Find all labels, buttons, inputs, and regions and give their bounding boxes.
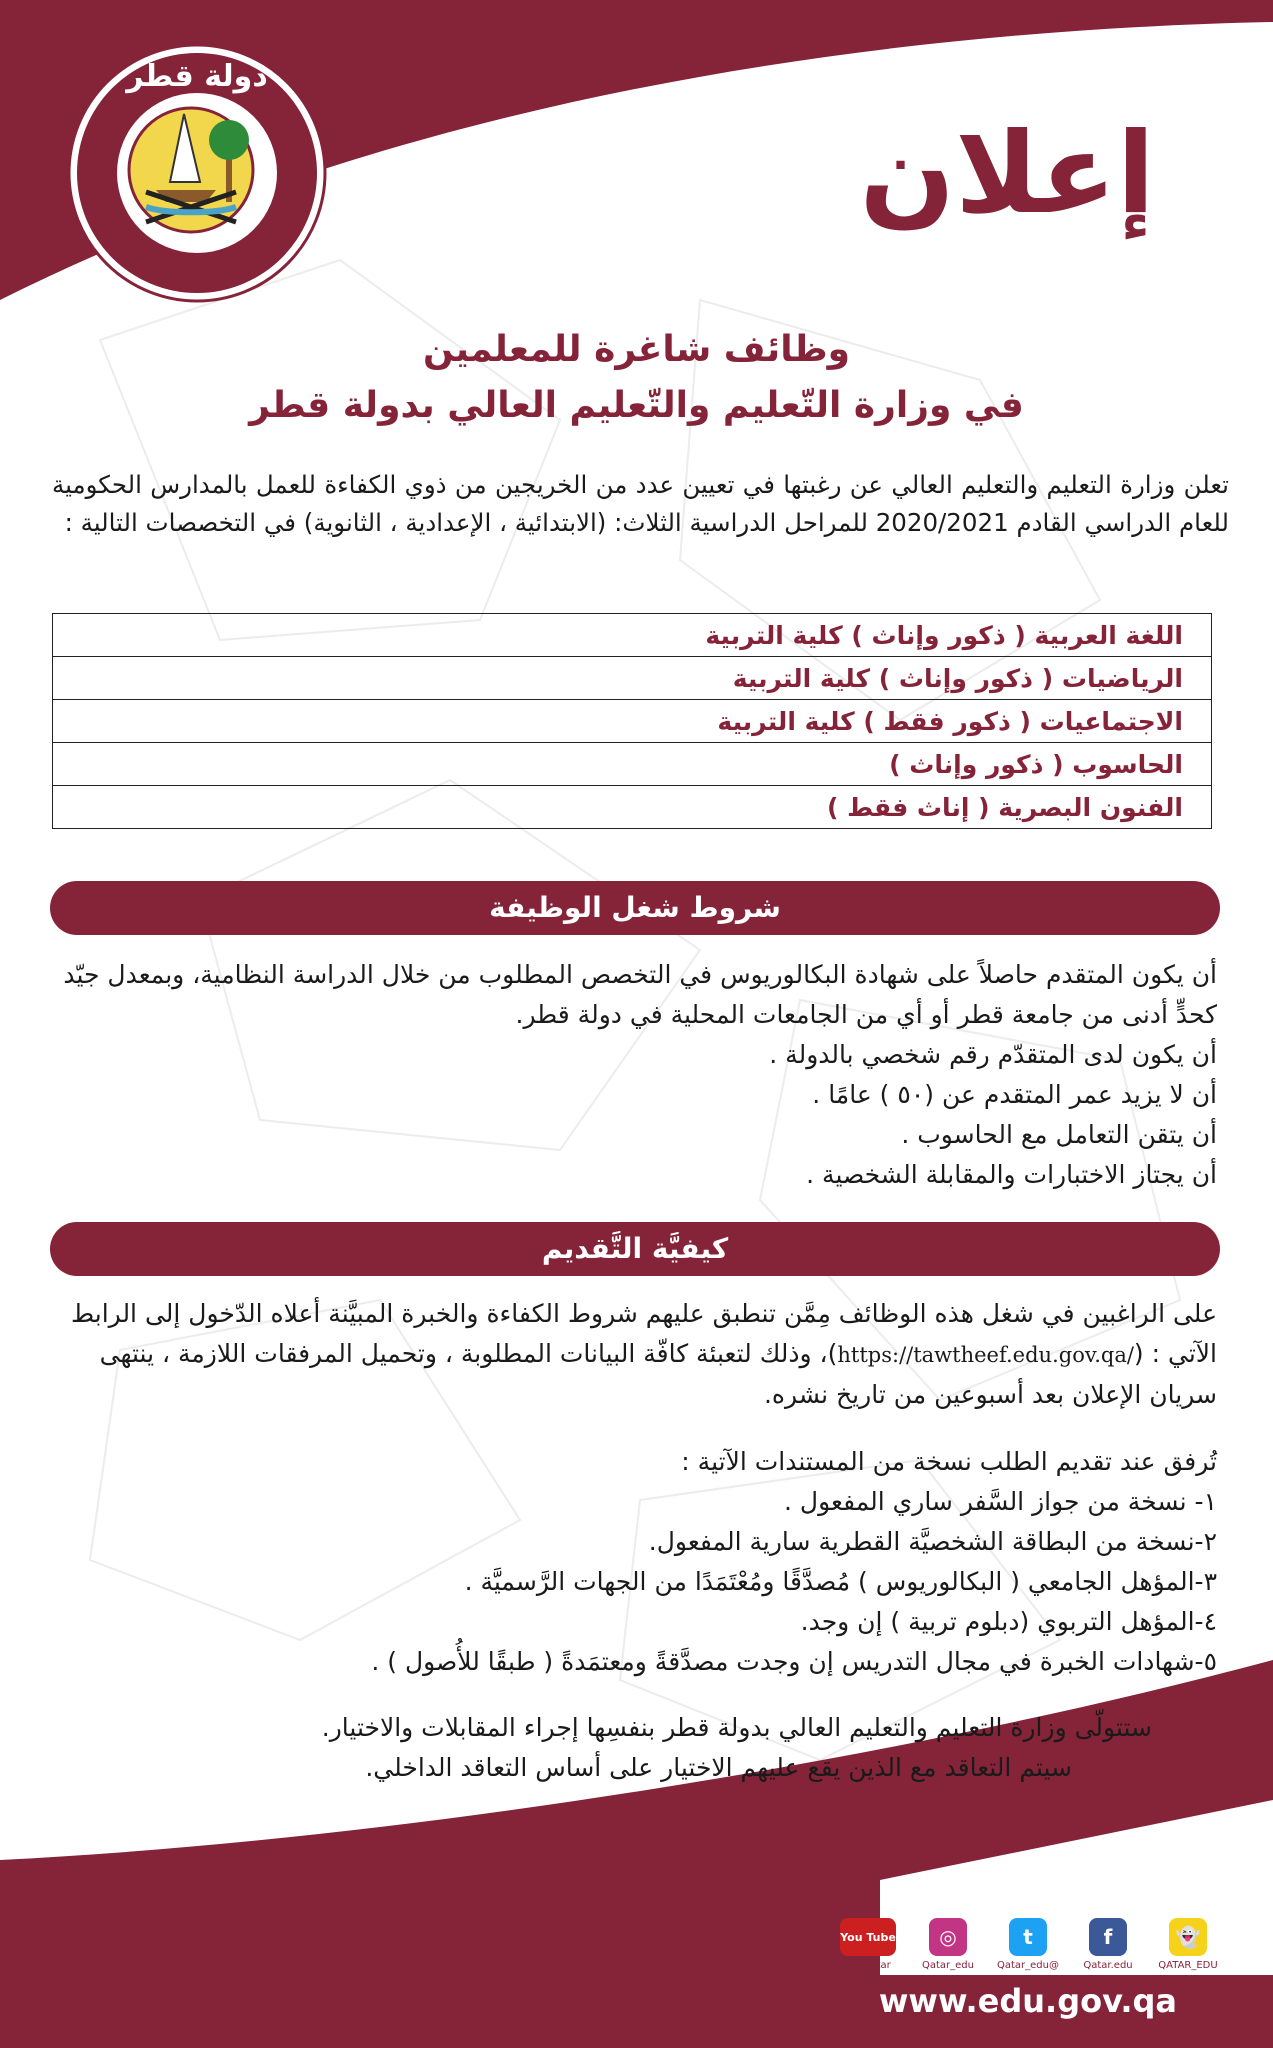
table-row [53,786,1212,829]
social-link-snapchat[interactable] [1155,1918,1221,1971]
condition-item: أن يكون المتقدم حاصلاً على شهادة البكالوريوس في التخصص المطلوب من خلال الدراسة النظامية، وبمعدل جيّد كحدٍّ أدنى من جامعة قطر أو أي من الجامعات المحلية في دولة قطر. [63,960,1217,1029]
application-link[interactable]: https://tawtheef.edu.gov.qa/ [837,1343,1134,1367]
logo-name-top: دولة قطر [126,59,268,94]
intro-paragraph: تعلن وزارة التعليم والتعليم العالي عن رغبتها في تعيين عدد من الخريجين من ذوي الكفاءة للعمل بالمدارس الحكومية للعام الدراسي القادم 2020/2021 للمراحل الدراسية الثلاث: (الابتدائية ، الإعدادية ، الثانوية) في التخصصات التالية : [52,470,1229,537]
specialization-cell: الاجتماعيات ( ذكور فقط ) كلية التربية [53,700,1212,743]
social-links [835,1918,1221,1971]
social-handle: @Qatar_edu [997,1960,1059,1971]
specialization-cell: اللغة العربية ( ذكور وإناث ) كلية التربية [53,614,1212,657]
social-link-instagram[interactable] [915,1918,981,1971]
notes-list [60,1708,1181,1788]
headline-line-1: وظائف شاغرة للمعلمين [422,329,850,370]
facebook-icon: f [1089,1918,1127,1956]
document-item: ٢-نسخة من البطاقة الشخصيَّة القطرية سارية المفعول. [648,1527,1217,1556]
table-row [53,614,1212,657]
conditions-list [52,955,1217,1195]
instagram-icon: ◎ [929,1918,967,1956]
bullet-icon [1088,1762,1101,1775]
table-row [53,700,1212,743]
youtube-icon: You Tube [840,1918,896,1956]
specialization-cell: الرياضيات ( ذكور وإناث ) كلية التربية [53,657,1212,700]
bullet-icon [1168,1722,1181,1735]
announcement-title: إعلان [859,109,1155,239]
snapchat-icon: 👻 [1169,1918,1207,1956]
table-row [53,743,1212,786]
social-handle: eduqatar [845,1960,891,1971]
headline-line-2: في وزارة التّعليم والتّعليم العالي بدولة قطر [249,385,1024,426]
note-text: سيتم التعاقد مع الذين يقع عليهم الاختيار على أساس التعاقد الداخلي. [365,1753,1072,1782]
application-text-1: على الراغبين في شغل هذه الوظائف مِمَّن تنطبق عليهم شروط الكفاءة والخبرة المبيَّنة أعلاه الدّخول إلى الرابط الآتي : ( [71,1299,1217,1368]
social-handle: Qatar.edu [1083,1960,1133,1971]
document-item: ٤-المؤهل التربوي (دبلوم تربية ) إن وجد. [800,1607,1217,1636]
social-link-facebook[interactable] [1075,1918,1141,1971]
ministry-logo [66,42,328,304]
document-item: ١- نسخة من جواز السَّفر ساري المفعول . [784,1487,1217,1516]
condition-item: أن لا يزيد عمر المتقدم عن (٥٠ ) عامًا . [812,1080,1217,1109]
application-paragraph [52,1294,1217,1415]
social-handle: QATAR_EDU [1158,1960,1218,1971]
document-item: ٣-المؤهل الجامعي ( البكالوريوس ) مُصدَّقًا ومُعْتَمَدًا من الجهات الرَّسميَّة . [464,1567,1217,1596]
table-row [53,657,1212,700]
documents-list [52,1442,1217,1682]
social-link-youtube[interactable] [835,1918,901,1971]
specialization-cell: الفنون البصرية ( إناث فقط ) [53,786,1212,829]
condition-item: أن يكون لدى المتقدّم رقم شخصي بالدولة . [769,1040,1217,1069]
specialization-cell: الحاسوب ( ذكور وإناث ) [53,743,1212,786]
note-text: ستتولّى وزارة التعليم والتعليم العالي بدولة قطر بنفسِها إجراء المقابلات والاختيار. [321,1713,1152,1742]
condition-item: أن يتقن التعامل مع الحاسوب . [901,1120,1217,1149]
headline [0,322,1273,434]
application-text-2: )، وذلك لتعبئة كافّة البيانات المطلوبة ، وتحميل المرفقات اللازمة ، ينتهى سريان الإعلان بعد أسبوعين من تاريخ نشره. [99,1339,1217,1409]
documents-intro: تُرفق عند تقديم الطلب نسخة من المستندات الآتية : [681,1447,1217,1476]
twitter-icon: t [1009,1918,1047,1956]
social-handle: Qatar_edu [922,1960,974,1971]
social-link-twitter[interactable] [995,1918,1061,1971]
application-heading: كيفيَّة التَّقديم [50,1222,1220,1276]
document-item: ٥-شهادات الخبرة في مجال التدريس إن وجدت مصدَّقةً ومعتمَدةً ( طبقًا للأُصول ) . [371,1647,1217,1676]
website-link[interactable]: www.edu.gov.qa [878,1982,1177,2020]
condition-item: أن يجتاز الاختبارات والمقابلة الشخصية . [806,1160,1217,1189]
specializations-table [52,613,1212,829]
note-item [60,1748,1181,1788]
note-item [60,1708,1181,1748]
conditions-heading: شروط شغل الوظيفة [50,881,1220,935]
